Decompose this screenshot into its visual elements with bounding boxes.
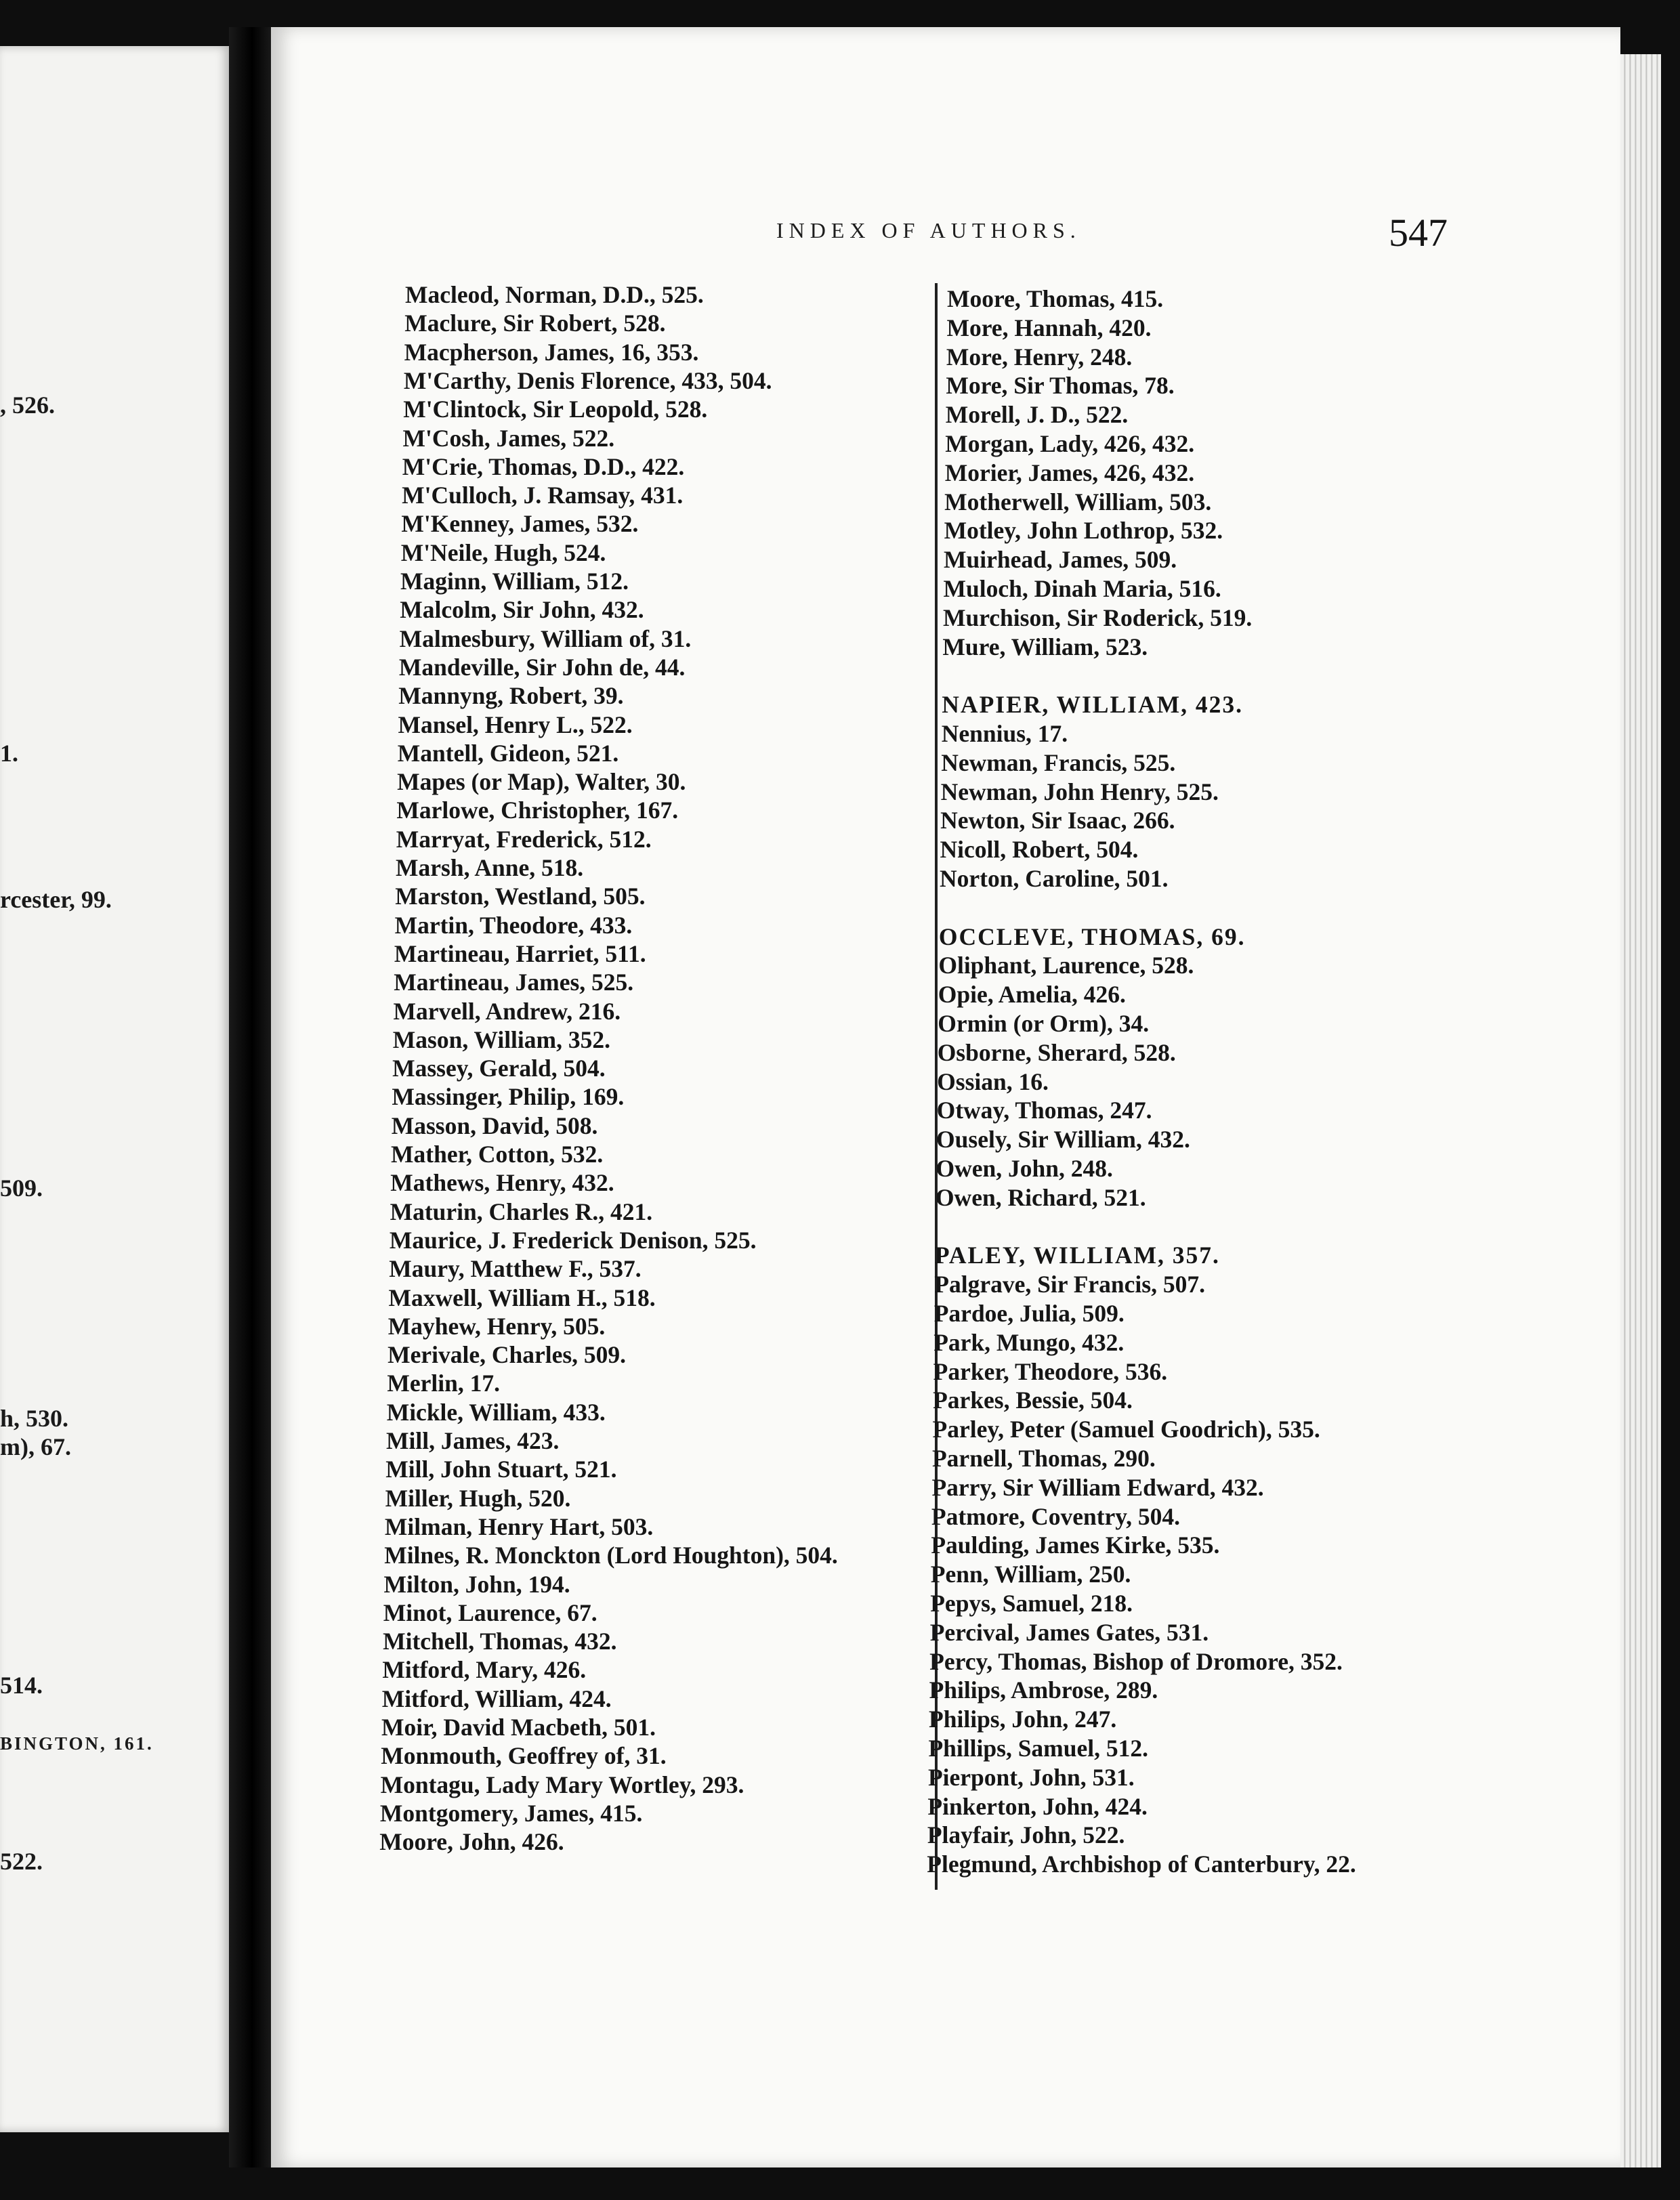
index-entry: Phillips, Samuel, 512. (928, 1735, 1148, 1762)
index-entry: Newman, John Henry, 525. (940, 778, 1219, 805)
index-entry: Pierpont, John, 531. (927, 1763, 1135, 1791)
index-entry: Parry, Sir William Edward, 432. (931, 1473, 1264, 1501)
index-entry: Philips, Ambrose, 289. (929, 1676, 1158, 1704)
index-entry: Marston, Westland, 505. (395, 883, 646, 910)
index-entry: Paulding, James Kirke, 535. (931, 1531, 1220, 1559)
index-entry: Martineau, James, 525. (394, 969, 634, 996)
index-entry: Penn, William, 250. (930, 1561, 1131, 1588)
index-entry: Parker, Theodore, 536. (933, 1357, 1168, 1385)
left-page-fragment: rcester, 99. (0, 886, 112, 913)
index-entry: Ormin (or Orm), 34. (938, 1010, 1150, 1037)
index-entry: Morgan, Lady, 426, 432. (945, 430, 1195, 457)
index-entry: Marlowe, Christopher, 167. (396, 797, 679, 824)
index-entry: Nicoll, Robert, 504. (940, 836, 1139, 864)
index-entry: Otway, Thomas, 247. (936, 1097, 1152, 1124)
index-entry: M'Cosh, James, 522. (402, 424, 615, 452)
index-entry: Mather, Cotton, 532. (391, 1141, 604, 1168)
index-entry: Philips, John, 247. (929, 1706, 1117, 1733)
index-entry: Parley, Peter (Samuel Goodrich), 535. (932, 1416, 1320, 1443)
index-entry: Maxwell, William H., 518. (388, 1284, 656, 1311)
index-entry: Osborne, Sherard, 528. (937, 1038, 1176, 1066)
index-entry: Oliphant, Laurence, 528. (938, 952, 1194, 979)
index-entry: M'Neile, Hugh, 524. (400, 538, 606, 566)
index-entry: Ousely, Sir William, 432. (936, 1126, 1190, 1154)
index-entry: Marsh, Anne, 518. (396, 854, 584, 881)
index-entry: Malcolm, Sir John, 432. (400, 596, 644, 624)
index-entry: Mannyng, Robert, 39. (398, 682, 624, 710)
index-entry: Mitchell, Thomas, 432. (383, 1628, 617, 1655)
index-entry: Muloch, Dinah Maria, 516. (943, 575, 1221, 602)
index-entry: Pepys, Samuel, 218. (930, 1590, 1133, 1617)
page-number: 547 (1389, 211, 1448, 255)
index-entry: Morell, J. D., 522. (945, 401, 1129, 429)
index-entry: Muirhead, James, 509. (944, 546, 1177, 574)
index-entry: Martin, Theodore, 433. (394, 911, 633, 939)
index-entry: Murchison, Sir Roderick, 519. (942, 604, 1253, 631)
index-entry: Parkes, Bessie, 504. (933, 1387, 1133, 1414)
index-entry: Maurice, J. Frederick Denison, 525. (389, 1226, 757, 1254)
index-entry: Maury, Matthew F., 537. (389, 1255, 642, 1283)
index-entry: Milton, John, 194. (383, 1570, 570, 1598)
left-page-fragment: 509. (0, 1175, 43, 1202)
index-entry: Moore, John, 426. (379, 1828, 564, 1856)
index-section-start: PALEY, WILLIAM, 357. (934, 1242, 1220, 1269)
index-entry: Marryat, Frederick, 512. (396, 825, 652, 853)
index-entry: Plegmund, Archbishop of Canterbury, 22. (927, 1850, 1356, 1878)
index-entry: Masson, David, 508. (391, 1112, 598, 1139)
index-entry: Massinger, Philip, 169. (392, 1083, 625, 1111)
page-edges (1620, 54, 1661, 2167)
left-page-fragment: 514. (0, 1672, 43, 1699)
index-entry: Mayhew, Henry, 505. (387, 1312, 606, 1340)
index-entry: Nennius, 17. (941, 720, 1068, 747)
index-entry: Montgomery, James, 415. (379, 1799, 643, 1827)
left-page-fragment: , 526. (0, 392, 55, 419)
left-page-fragment: m), 67. (0, 1433, 71, 1460)
index-entry: Motley, John Lothrop, 532. (944, 517, 1223, 545)
index-entry: Pinkerton, John, 424. (927, 1792, 1148, 1820)
index-entry: M'Culloch, J. Ramsay, 431. (402, 482, 684, 509)
index-entry: Malmesbury, William of, 31. (399, 625, 692, 652)
index-entry: Mason, William, 352. (392, 1025, 610, 1053)
index-entry: Macleod, Norman, D.D., 525. (405, 281, 704, 308)
index-entry: M'Kenney, James, 532. (401, 510, 639, 538)
left-page-fragment: BINGTON, 161. (0, 1733, 154, 1754)
index-entry: Maturin, Charles R., 421. (390, 1198, 653, 1225)
index-entry: Milman, Henry Hart, 503. (384, 1512, 654, 1540)
index-entry: M'Crie, Thomas, D.D., 422. (402, 452, 685, 480)
index-entry: Norton, Caroline, 501. (940, 865, 1169, 892)
index-entry: Percival, James Gates, 531. (929, 1618, 1209, 1646)
running-head: INDEX OF AUTHORS. (776, 218, 1081, 242)
index-entry: Monmouth, Geoffrey of, 31. (381, 1742, 667, 1770)
index-entry: More, Hannah, 420. (946, 314, 1152, 341)
index-entry: Motherwell, William, 503. (944, 488, 1212, 515)
index-entry: Mapes (or Map), Walter, 30. (397, 768, 686, 796)
index-entry: Maginn, William, 512. (400, 568, 629, 595)
index-entry: Mandeville, Sir John de, 44. (398, 653, 686, 681)
index-entry: Parnell, Thomas, 290. (932, 1445, 1156, 1472)
facing-left-page (0, 46, 229, 2132)
index-entry: Mure, William, 523. (942, 633, 1148, 660)
index-entry: Martineau, Harriet, 511. (394, 939, 646, 967)
index-entry: Mill, John Stuart, 521. (385, 1456, 617, 1483)
index-section-start: NAPIER, WILLIAM, 423. (942, 691, 1243, 719)
index-entry: Owen, John, 248. (936, 1155, 1113, 1182)
index-entry: Merlin, 17. (387, 1370, 501, 1397)
index-entry: Newton, Sir Isaac, 266. (940, 807, 1175, 834)
index-entry: Miller, Hugh, 520. (385, 1484, 571, 1512)
index-entry: Moir, David Macbeth, 501. (381, 1714, 656, 1741)
index-section-start: OCCLEVE, THOMAS, 69. (938, 923, 1246, 950)
index-entry: Moore, Thomas, 415. (947, 285, 1164, 312)
index-entry: Montagu, Lady Mary Wortley, 293. (380, 1771, 744, 1798)
index-entry: Patmore, Coventry, 504. (931, 1502, 1180, 1530)
index-entry: Opie, Amelia, 426. (938, 981, 1126, 1009)
left-page-fragment: 522. (0, 1848, 43, 1875)
index-entry: Massey, Gerald, 504. (392, 1055, 606, 1082)
index-entry: M'Clintock, Sir Leopold, 528. (403, 396, 708, 423)
index-entry: Maclure, Sir Robert, 528. (404, 310, 666, 337)
index-entry: Newman, Francis, 525. (941, 748, 1176, 776)
index-entry: Minot, Laurence, 67. (383, 1599, 597, 1626)
index-entry: Merivale, Charles, 509. (387, 1341, 627, 1369)
index-entry: Milnes, R. Monckton (Lord Houghton), 504. (384, 1542, 838, 1569)
index-entry: Mickle, William, 433. (386, 1398, 606, 1426)
index-entry: Percy, Thomas, Bishop of Dromore, 352. (929, 1647, 1343, 1675)
index-entry: Macpherson, James, 16, 353. (404, 338, 699, 366)
index-entry: Mansel, Henry L., 522. (398, 711, 633, 738)
index-entry: More, Henry, 248. (946, 343, 1133, 371)
left-page-fragment: 1. (0, 740, 18, 767)
index-entry: Morier, James, 426, 432. (944, 459, 1195, 486)
index-entry: Playfair, John, 522. (927, 1821, 1125, 1849)
index-entry: Mill, James, 423. (386, 1427, 560, 1454)
index-entry: More, Sir Thomas, 78. (946, 372, 1175, 400)
index-entry: Marvell, Andrew, 216. (393, 997, 621, 1025)
index-entry: M'Carthy, Denis Florence, 433, 504. (403, 366, 772, 394)
index-entry: Mantell, Gideon, 521. (397, 739, 619, 767)
index-entry: Ossian, 16. (937, 1067, 1049, 1095)
index-entry: Pardoe, Julia, 509. (933, 1300, 1125, 1327)
index-entry: Mitford, Mary, 426. (382, 1656, 587, 1684)
index-entry: Mathews, Henry, 432. (390, 1169, 614, 1197)
index-entry: Park, Mungo, 432. (933, 1328, 1125, 1356)
index-entry: Owen, Richard, 521. (935, 1183, 1146, 1211)
index-entry: Palgrave, Sir Francis, 507. (934, 1271, 1205, 1298)
left-page-fragment: h, 530. (0, 1405, 69, 1432)
index-entry: Mitford, William, 424. (381, 1685, 612, 1712)
